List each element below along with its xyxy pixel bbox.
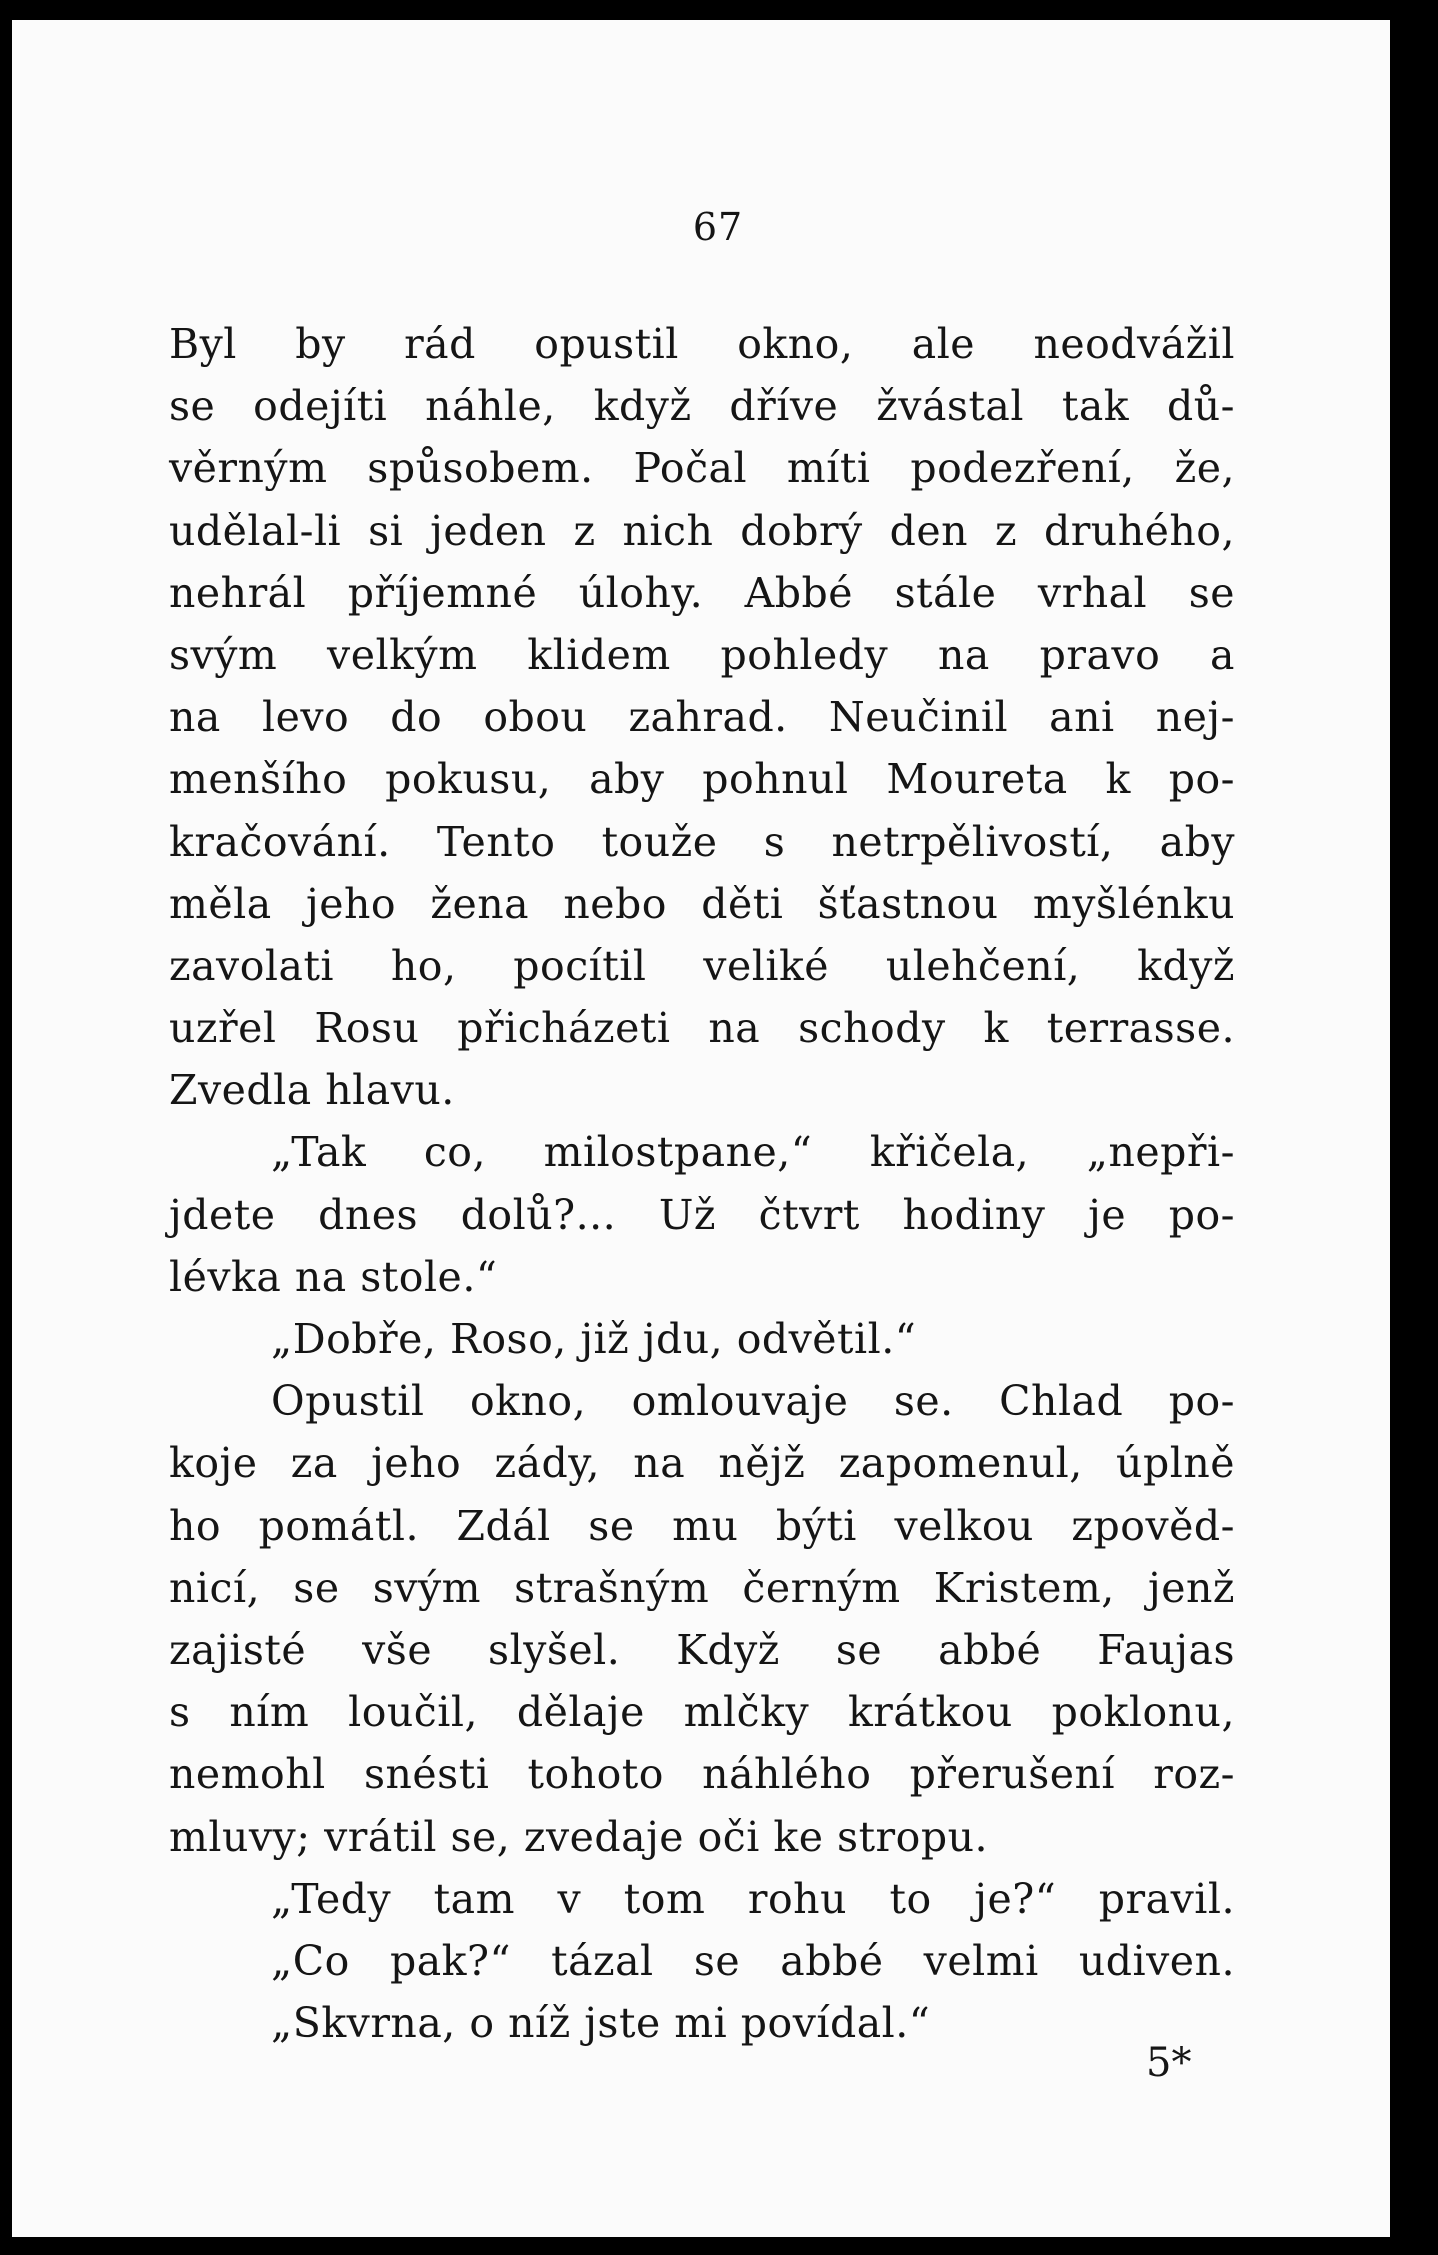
signature-mark: 5* — [1146, 2040, 1192, 2086]
dialogue-line: „Co pak?“ tázal se abbé velmi udiven. — [271, 1936, 1235, 1985]
text-line: koje za jeho zády, na nějž zapomenul, úplně — [169, 1439, 1235, 1488]
body-text — [169, 313, 1235, 2054]
text-line: menšího pokusu, aby pohnul Moureta k po- — [169, 755, 1235, 804]
scan-border-top — [0, 0, 1438, 20]
text-line: na levo do obou zahrad. Neučinil ani nej- — [169, 693, 1235, 742]
dialogue-line: „Tedy tam v tom rohu to je?“ pravil. — [271, 1874, 1235, 1923]
text-line: Byl by rád opustil okno, ale neodvážil — [169, 320, 1235, 368]
paragraph-start-line: Opustil okno, omlouvaje se. Chlad po- — [271, 1377, 1235, 1426]
scan-border-right — [1390, 0, 1438, 2255]
text-line: zavolati ho, pocítil veliké ulehčení, když — [169, 941, 1235, 990]
dialogue-line: „Dobře, Roso, již jdu, odvětil.“ — [271, 1315, 917, 1363]
text-line: nicí, se svým strašným černým Kristem, jenž — [169, 1563, 1235, 1612]
text-line: kračování. Tento touže s netrpělivostí, aby — [169, 817, 1235, 866]
text-line: svým velkým klidem pohledy na pravo a — [169, 630, 1235, 679]
text-line: se odejíti náhle, když dříve žvástal tak dů- — [169, 382, 1235, 431]
dialogue-line: „Tak co, milostpane,“ křičela, „nepři- — [271, 1128, 1235, 1177]
text-line: nemohl snésti tohoto náhlého přerušení roz- — [169, 1750, 1235, 1799]
text-line: mluvy; vrátil se, zvedaje oči ke stropu. — [169, 1812, 989, 1861]
dialogue-line: „Skvrna, o níž jste mi povídal.“ — [271, 1999, 931, 2048]
text-line: s ním loučil, dělaje mlčky krátkou poklonu, — [169, 1688, 1235, 1737]
page-number: 67 — [692, 205, 744, 249]
text-line: měla jeho žena nebo děti šťastnou myšlénku — [169, 879, 1235, 928]
text-line: Zvedla hlavu. — [169, 1066, 455, 1115]
text-line: věrným spůsobem. Počal míti podezření, že, — [169, 444, 1235, 493]
scan-border-bottom — [0, 2237, 1438, 2255]
text-line: udělal-li si jeden z nich dobrý den z druhého, — [169, 506, 1235, 555]
text-line: zajisté vše slyšel. Když se abbé Faujas — [169, 1625, 1235, 1674]
text-line: jdete dnes dolů?... Už čtvrt hodiny je po- — [169, 1190, 1235, 1239]
text-line: ho pomátl. Zdál se mu býti velkou zpověd- — [169, 1501, 1235, 1550]
text-line: nehrál příjemné úlohy. Abbé stále vrhal se — [169, 568, 1235, 617]
text-line: uzřel Rosu přicházeti na schody k terrasse. — [169, 1004, 1235, 1053]
text-line: lévka na stole.“ — [169, 1252, 498, 1301]
scan-border-left — [0, 0, 12, 2255]
